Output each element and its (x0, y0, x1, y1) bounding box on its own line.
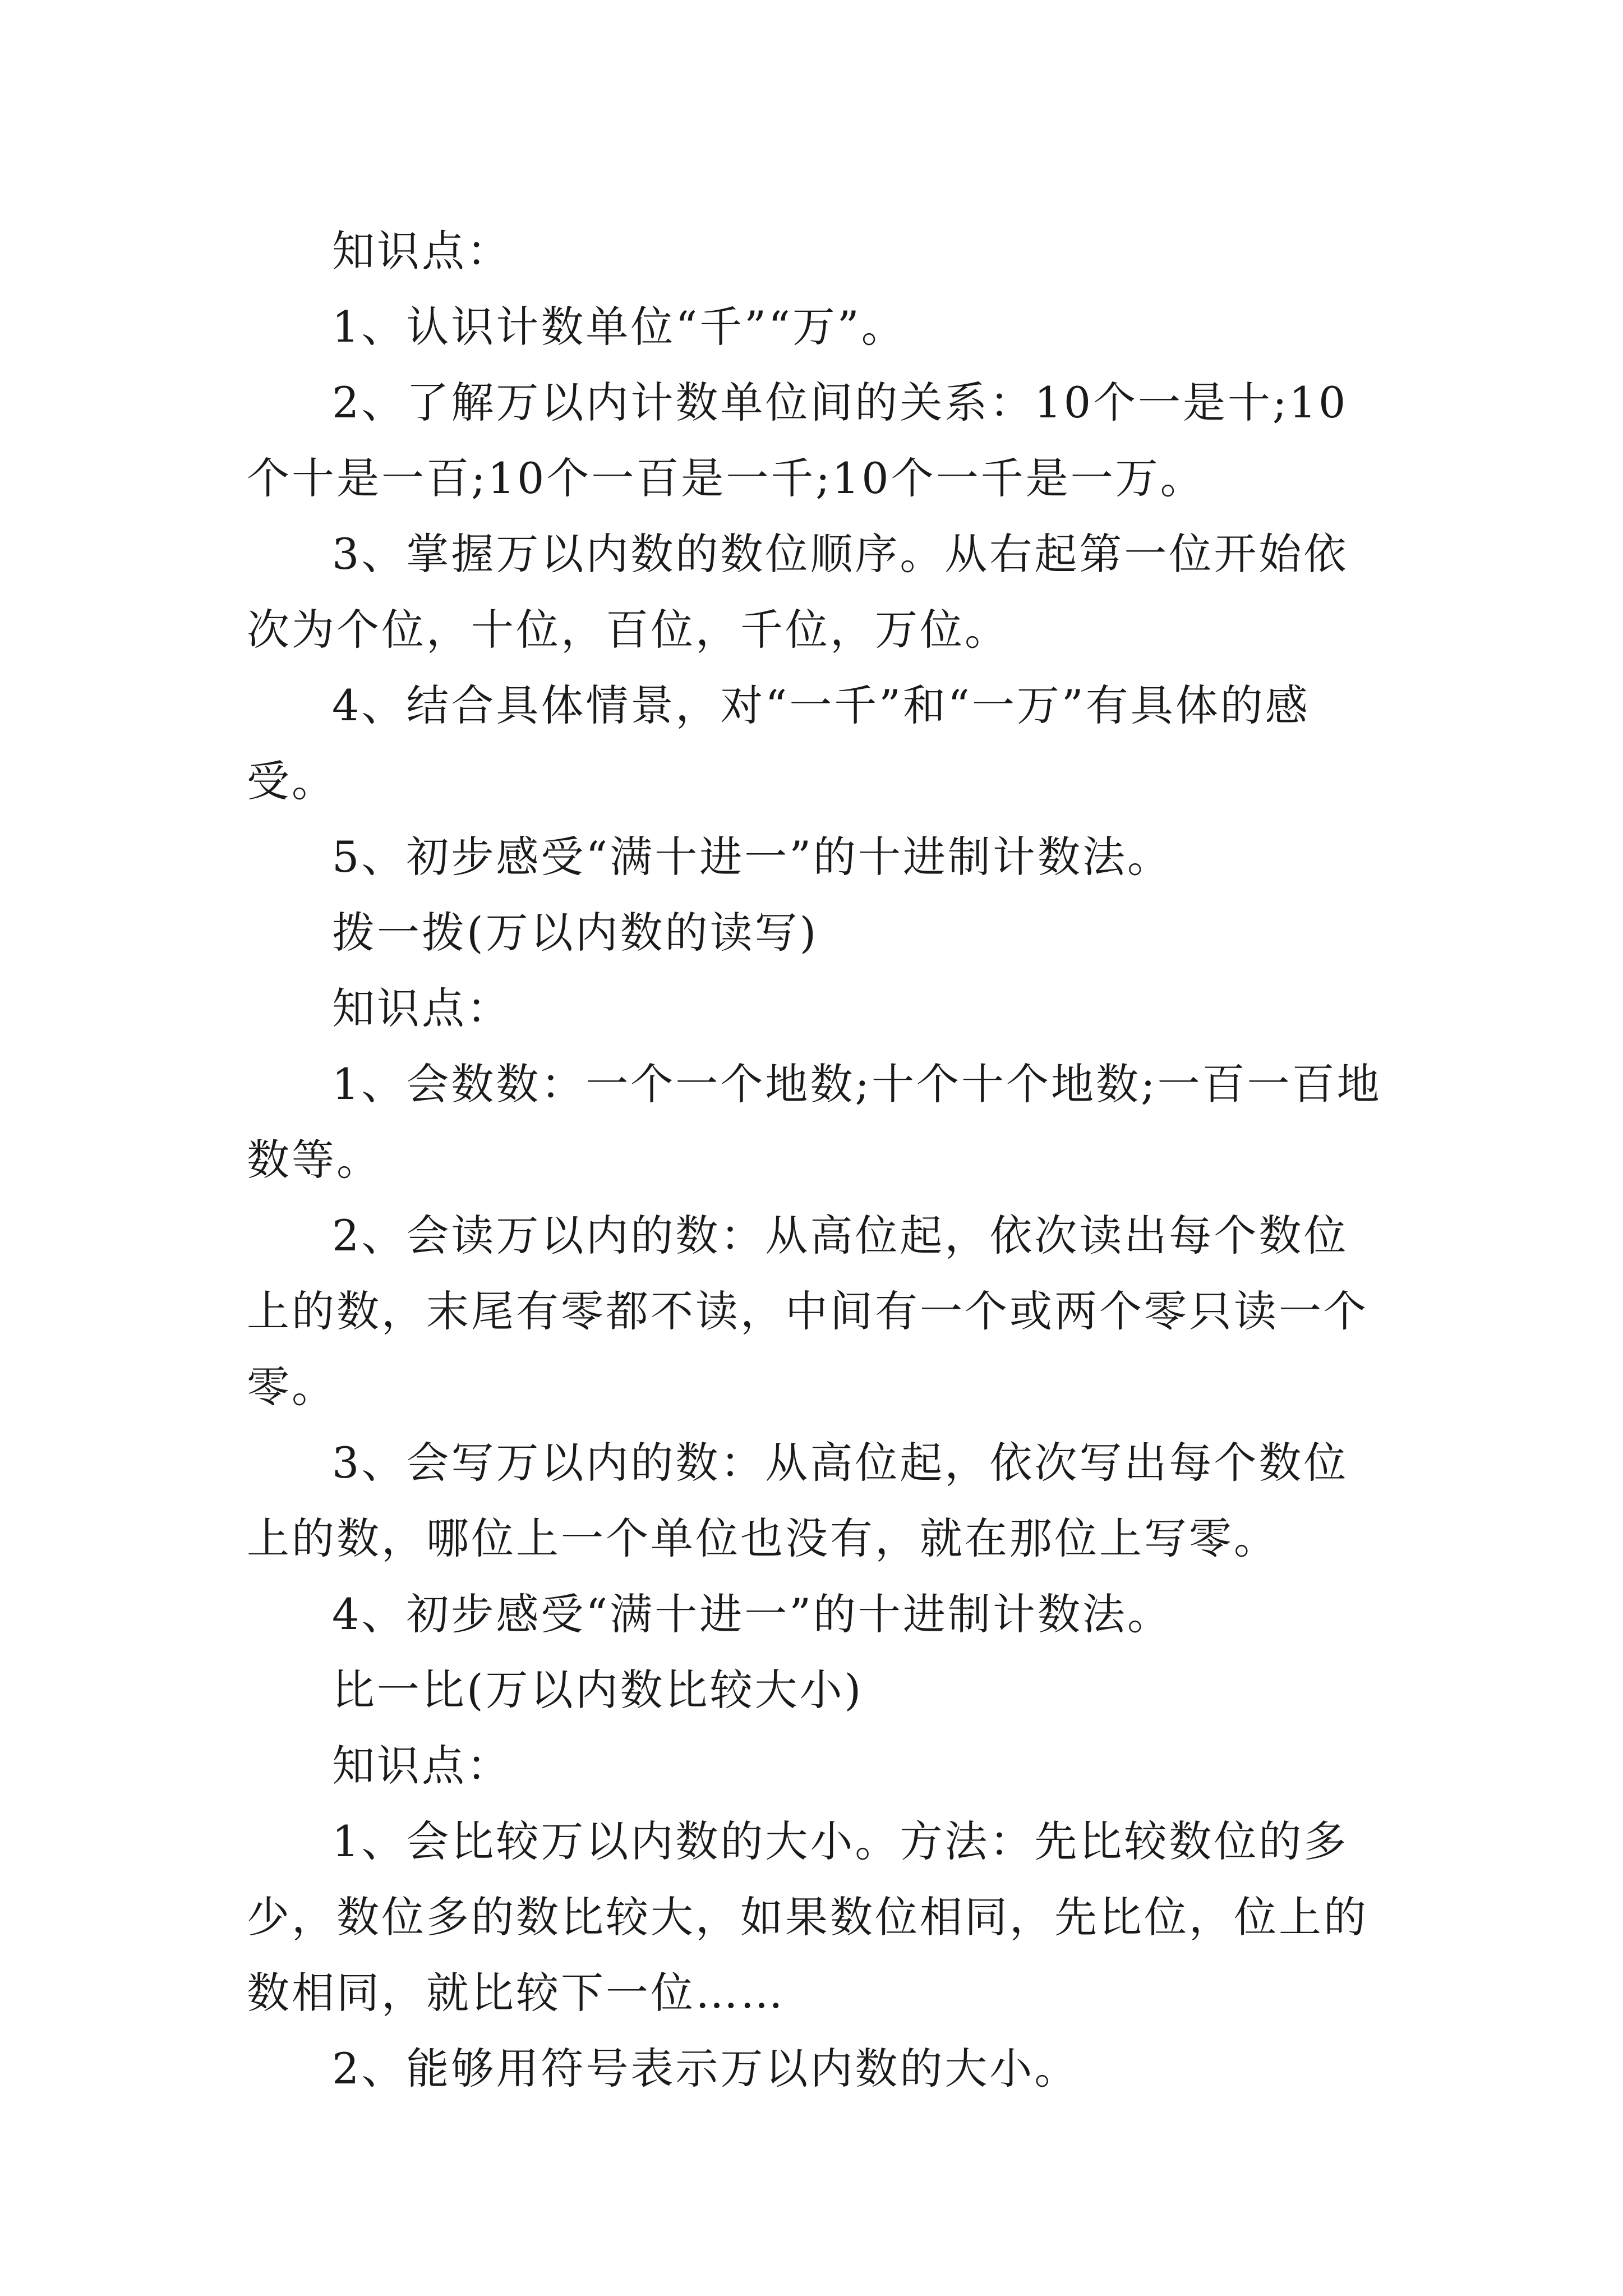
list-item: 1、会数数：一个一个地数;十个十个地数;一百一百地数等。 (247, 1059, 1382, 1185)
list-item: 4、初步感受“满十进一”的十进制计数法。 (332, 1589, 1173, 1639)
list-item: 2、能够用符号表示万以内数的大小。 (332, 2044, 1080, 2093)
list-item: 3、会写万以内的数：从高位起，依次写出每个数位上的数，哪位上一个单位也没有，就在那位上写零。 (247, 1438, 1349, 1563)
list-item: 2、会读万以内的数：从高位起，依次读出每个数位上的数，末尾有零都不读，中间有一个或两个零只读一个零。 (247, 1211, 1368, 1412)
list-item: 1、认识计数单位“千”“万”。 (332, 302, 906, 352)
section-title-compare: 比一比(万以内数比较大小) (332, 1665, 864, 1715)
document-page (247, 213, 1385, 2106)
list-item: 1、会比较万以内数的大小。方法：先比较数位的多少，数位多的数比较大，如果数位相同，先比位，位上的数相同，就比较下一位…… (247, 1816, 1368, 2018)
list-item: 3、掌握万以内数的数位顺序。从右起第一位开始依次为个位，十位，百位，千位，万位。 (247, 529, 1349, 655)
heading-knowledge-points: 知识点： (332, 1741, 511, 1791)
list-item: 2、了解万以内计数单位间的关系：10个一是十;10个十是一百;10个一百是一千;10个一千是一万。 (247, 378, 1348, 503)
list-item: 4、结合具体情景，对“一千”和“一万”有具体的感受。 (247, 680, 1310, 806)
list-item: 5、初步感受“满十进一”的十进制计数法。 (332, 832, 1173, 882)
section-title-read-write: 拨一拨(万以内数的读写) (332, 908, 819, 958)
heading-knowledge-points: 知识点： (332, 226, 511, 276)
heading-knowledge-points: 知识点： (332, 983, 511, 1033)
